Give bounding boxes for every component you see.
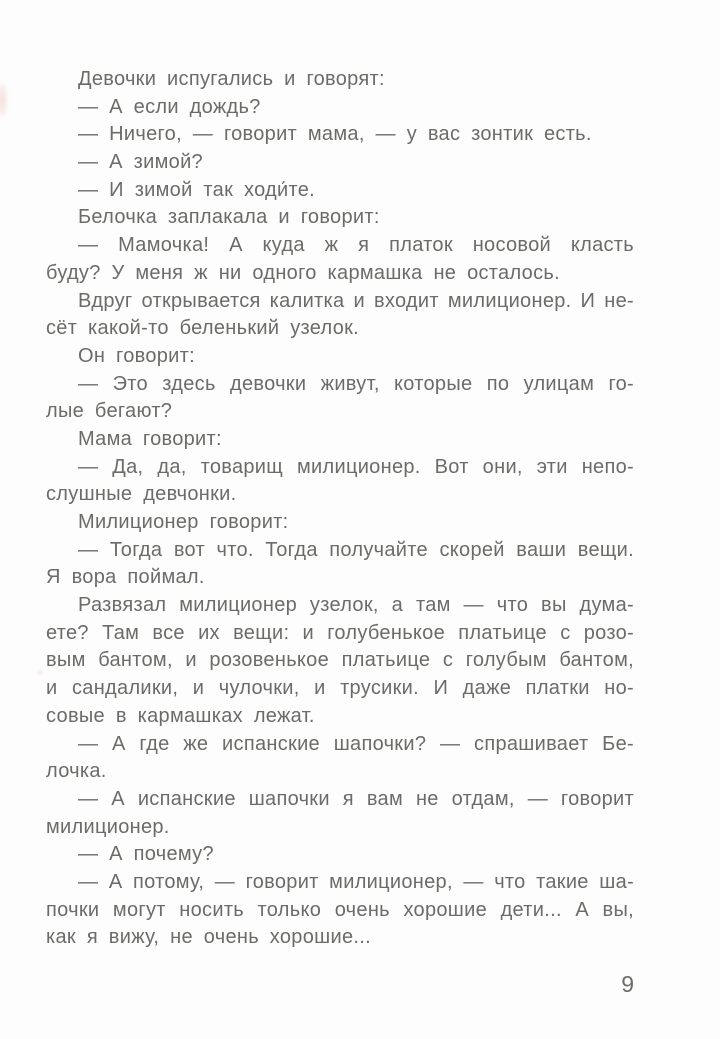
text-line: — А где же испанские шапочки? — спрашивает Бе- — [78, 732, 634, 755]
text-line: — А зимой? — [78, 151, 203, 174]
text-line: — Это здесь девочки живут, которые по улицам го- — [78, 372, 634, 395]
text-line: Вдруг открывается калитка и входит милиционер. И не- — [78, 289, 634, 312]
text-line: — Тогда вот что. Тогда получайте скорей ваши вещи. — [78, 538, 634, 561]
text-line: — А если дождь? — [78, 95, 261, 118]
scan-dot-artifact — [36, 668, 44, 677]
text-line: и сандалики, и чулочки, и трусики. И даже платки но- — [46, 677, 634, 700]
text-line: вым бантом, и розовенькое платьице с голубым бантом, — [46, 649, 634, 672]
scan-edge-artifact — [0, 82, 8, 118]
text-line: лочка. — [46, 760, 107, 783]
text-line: Девочки испугались и говорят: — [78, 68, 385, 90]
text-line: Мама говорит: — [78, 427, 222, 450]
text-line: совые в кармашках лежат. — [46, 704, 315, 727]
text-line: — Да, да, товарищ милиционер. Вот они, эти непо- — [78, 455, 634, 478]
story-text — [46, 66, 634, 952]
text-line: почки могут носить только очень хорошие дети... А вы, — [46, 898, 634, 921]
text-line: Развязал милиционер узелок, а там — что вы дума- — [78, 594, 634, 617]
text-line: как я вижу, не очень хорошие... — [46, 926, 371, 949]
text-line: — А потому, — говорит милиционер, — что такие ша- — [78, 870, 634, 893]
text-line: сёт какой-то беленький узелок. — [46, 317, 360, 340]
text-line: — А испанские шапочки я вам не отдам, — говорит — [78, 787, 634, 810]
text-line: Милиционер говорит: — [78, 511, 289, 533]
text-line: — А почему? — [78, 843, 214, 866]
text-line: слушные девчонки. — [46, 483, 237, 506]
text-line: — Мамочка! А куда ж я платок носовой класть — [78, 234, 634, 257]
text-line: Белочка заплакала и говорит: — [78, 206, 380, 229]
text-line: Я вора поймал. — [46, 566, 205, 589]
text-line: ете? Там все их вещи: и голубенькое платьице с розо- — [46, 621, 634, 644]
text-line: Он говорит: — [78, 344, 195, 367]
text-line: милиционер. — [46, 815, 170, 838]
page-number: 9 — [621, 971, 634, 997]
text-line: — Ничего, — говорит мама, — у вас зонтик есть. — [78, 123, 592, 146]
text-line: лые бегают? — [46, 400, 173, 423]
text-line: — И зимой так ходи́те. — [78, 178, 316, 201]
text-line: буду? У меня ж ни одного кармашка не осталось. — [46, 261, 560, 284]
